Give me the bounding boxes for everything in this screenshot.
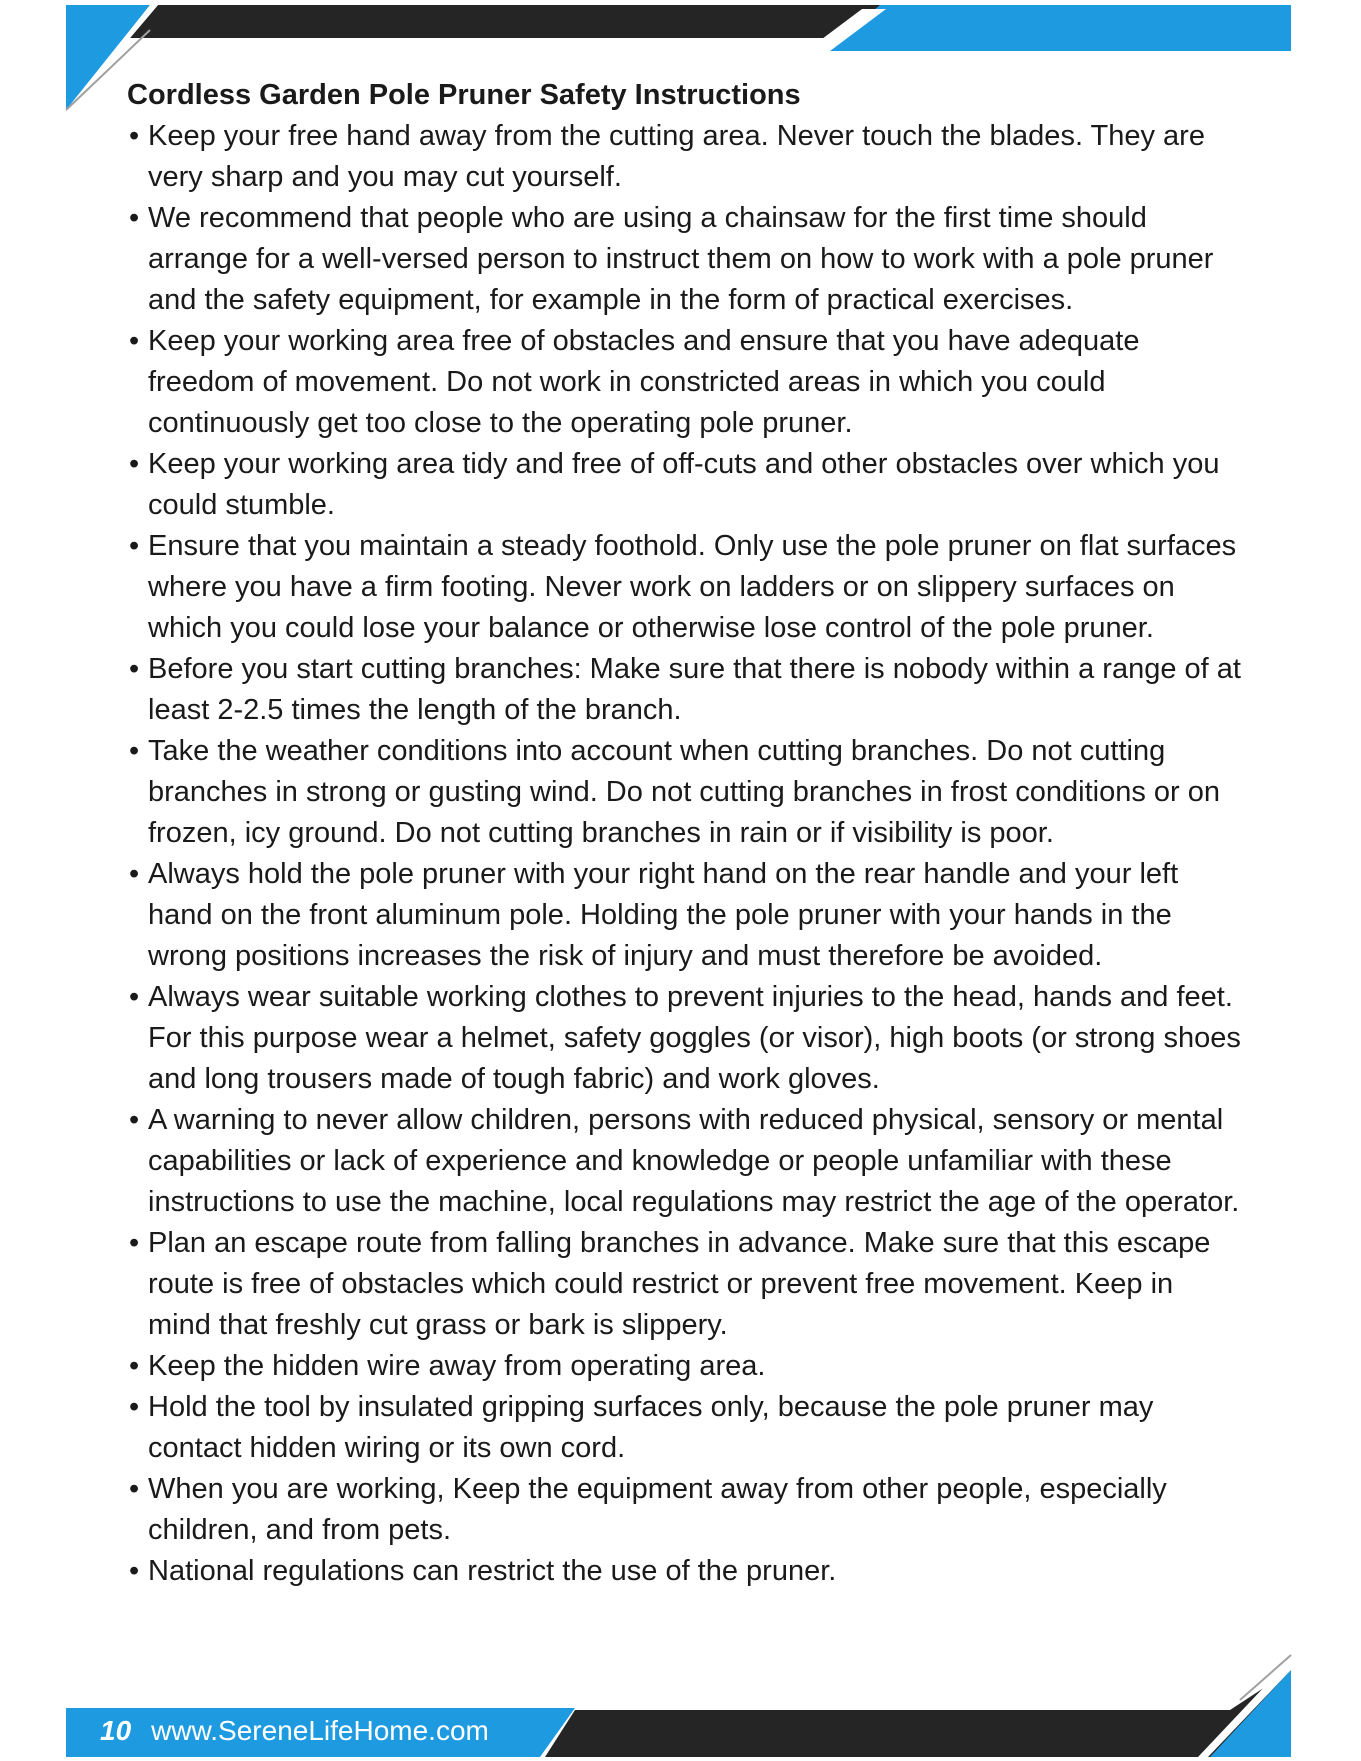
bullet-icon: • [129, 1227, 140, 1259]
list-item-text: We recommend that people who are using a chainsaw for the first time should arrange for a well-versed person to instruct them on how to work with a pole pruner and the safety equipment, for example in the form of practical exercises. [148, 202, 1214, 316]
list-item-text: A warning to never allow children, persons with reduced physical, sensory or mental capabilities or lack of experience and knowledge or people unfamiliar with these instructions to use the machine, local regulations may restrict the age of the operator. [148, 1104, 1240, 1218]
bullet-icon: • [129, 120, 140, 152]
header-blue-band [826, 5, 1291, 51]
bullet-icon: • [129, 858, 140, 890]
list-item [127, 731, 1242, 854]
list-item-text: Keep the hidden wire away from operating area. [148, 1350, 766, 1382]
list-item [127, 444, 1242, 526]
list-item [127, 1469, 1242, 1551]
document-body [127, 74, 1242, 1592]
bullet-icon: • [129, 1473, 140, 1505]
bullet-icon: • [129, 1391, 140, 1423]
list-item-text: Before you start cutting branches: Make sure that there is nobody within a range of at least 2-2.5 times the length of the branch. [148, 653, 1241, 726]
list-item [127, 1387, 1242, 1469]
list-item [127, 321, 1242, 444]
list-item-text: Hold the tool by insulated gripping surfaces only, because the pole pruner may contact hidden wiring or its own cord. [148, 1391, 1154, 1464]
list-item-text: Always hold the pole pruner with your right hand on the rear handle and your left hand on the front aluminum pole. Holding the pole pruner with your hands in the wrong positions increases the risk of injury and must therefore be avoided. [148, 858, 1179, 972]
bullet-icon: • [129, 325, 140, 357]
bullet-icon: • [129, 202, 140, 234]
instruction-list [127, 116, 1242, 1592]
list-item [127, 116, 1242, 198]
list-item-text: Plan an escape route from falling branches in advance. Make sure that this escape route is free of obstacles which could restrict or prevent free movement. Keep in mind that freshly cut grass or bark is slippery. [148, 1227, 1211, 1341]
page-title: Cordless Garden Pole Pruner Safety Instructions [127, 79, 801, 111]
bullet-icon: • [129, 1104, 140, 1136]
bullet-icon: • [129, 981, 140, 1013]
list-item [127, 1346, 1242, 1387]
bullet-icon: • [129, 1555, 140, 1587]
bullet-icon: • [129, 653, 140, 685]
bullet-icon: • [129, 530, 140, 562]
list-item [127, 1551, 1242, 1592]
list-item-text: When you are working, Keep the equipment away from other people, especially children, and from pets. [148, 1473, 1167, 1546]
list-item [127, 198, 1242, 321]
list-item [127, 1100, 1242, 1223]
list-item-text: Keep your free hand away from the cutting area. Never touch the blades. They are very sharp and you may cut yourself. [148, 120, 1205, 193]
list-item-text: National regulations can restrict the use of the pruner. [148, 1555, 837, 1587]
list-item [127, 526, 1242, 649]
list-item-text: Keep your working area tidy and free of off-cuts and other obstacles over which you could stumble. [148, 448, 1220, 521]
list-item [127, 977, 1242, 1100]
list-item-text: Ensure that you maintain a steady foothold. Only use the pole pruner on flat surfaces where you have a firm footing. Never work on ladders or on slippery surfaces on which you could lose your balance or otherwise lose control of the pole pruner. [148, 530, 1237, 644]
list-item-text: Take the weather conditions into account when cutting branches. Do not cutting branches in strong or gusting wind. Do not cutting branches in frost conditions or on frozen, icy ground. Do not cutting branches in rain or if visibility is poor. [148, 735, 1220, 849]
footer-dark-band [545, 1670, 1291, 1757]
list-item [127, 1223, 1242, 1346]
bullet-icon: • [129, 1350, 140, 1382]
website-link[interactable]: www.SereneLifeHome.com [151, 1715, 489, 1746]
page-footer [100, 1708, 489, 1754]
list-item-text: Keep your working area free of obstacles and ensure that you have adequate freedom of movement. Do not work in constricted areas in which you could continuously get too close to the operating pole pruner. [148, 325, 1140, 439]
list-item [127, 854, 1242, 977]
list-item-text: Always wear suitable working clothes to prevent injuries to the head, hands and feet. For this purpose wear a helmet, safety goggles (or visor), high boots (or strong shoes and long trousers made of tough fabric) and work gloves. [148, 981, 1241, 1095]
bullet-icon: • [129, 448, 140, 480]
page-number: 10 [100, 1715, 132, 1746]
list-item [127, 649, 1242, 731]
bullet-icon: • [129, 735, 140, 767]
